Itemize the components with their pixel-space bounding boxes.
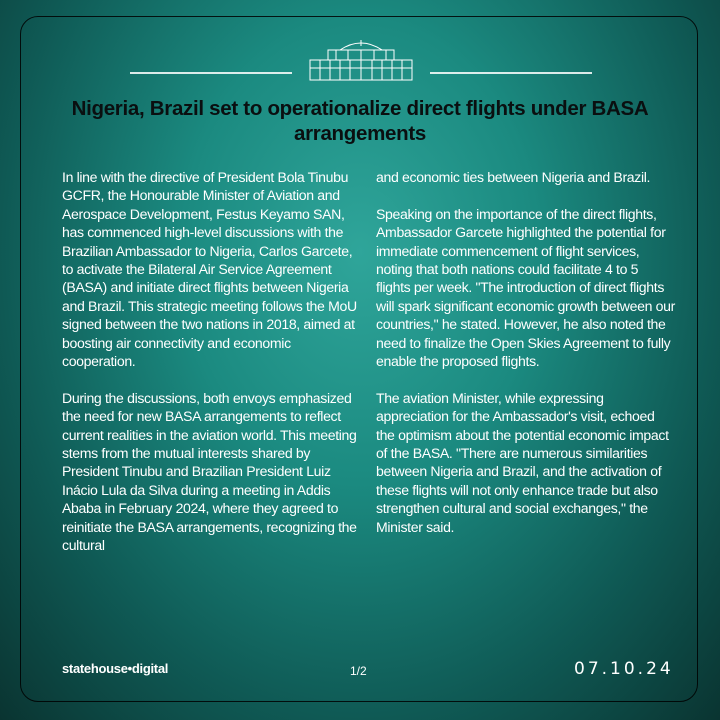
brand-logo: statehouse•digital [62, 661, 169, 676]
paragraph: and economic ties between Nigeria and Brazil. [376, 169, 651, 185]
publish-date: 07.10.24 [574, 659, 674, 679]
article-column-left [62, 168, 362, 573]
paragraph: In line with the directive of President Bola Tinubu GCFR, the Honourable Minister of Aviation and Aerospace Development, Festus Keyamo SAN, has commenced high-level discussions with the Brazilian Ambassador to Nigeria, Carlos Garcete, to activate the Bilateral Air Service Agreement (BASA) and initiate direct flights between Nigeria and Brazil. This strategic meeting follows the MoU signed between the two nations in 2018, aimed at boosting air connectivity and economic cooperation. [62, 169, 357, 370]
paragraph: Speaking on the importance of the direct flights, Ambassador Garcete highlighted the potential for immediate commencement of flight services, noting that both nations could facilitate 4 to 5 flights per week. "The introduction of direct flights will spark significant economic growth between our countries," he stated. However, he also noted the need to finalize the Open Skies Agreement to fully enable the proposed flights. [376, 205, 675, 370]
page-title: Nigeria, Brazil set to operationalize direct flights under BASA arrangements [71, 97, 649, 145]
header-rule-right [430, 72, 592, 74]
page-number: 1/2 [350, 664, 367, 678]
building-icon [306, 38, 416, 82]
paragraph: During the discussions, both envoys emphasized the need for new BASA arrangements to reflect current realities in the aviation world. This meeting stems from the mutual interests shared by President Tinubu and Brazilian President Luiz Inácio Lula da Silva during a meeting in Addis Ababa in February 2024, where they agreed to reinitiate the BASA arrangements, recognizing the cultural [62, 389, 357, 554]
header-rule-left [130, 72, 292, 74]
paragraph: The aviation Minister, while expressing appreciation for the Ambassador's visit, echoed the optimism about the potential economic impact of the BASA. "There are numerous similarities between Nigeria and Brazil, and the activation of these flights will not only enhance trade but also strengthen cultural and social exchanges," the Minister said. [376, 389, 669, 535]
article-column-right [376, 168, 676, 554]
